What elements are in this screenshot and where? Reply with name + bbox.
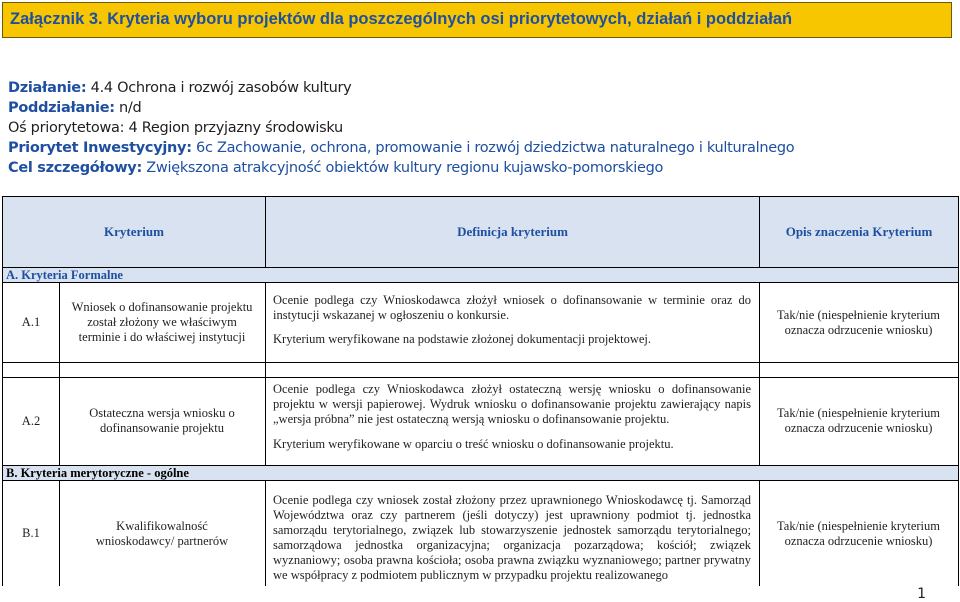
row-a2-def1: Ocenie podlega czy Wnioskodawca złożył ostateczną wersję wniosku o dofinansowanie projektu w wersji papierowej. Wydruk wniosku o dofinansowanie projektu zawierający napis „wersja próbna” nie jest ostateczną wersją wniosku o dofinansowanie projektu. [273, 382, 751, 426]
row-a2-def2: Kryterium weryfikowane w oparciu o treść wniosku o dofinansowanie projektu. [273, 437, 674, 451]
cel-value: Zwiększona atrakcyjność obiektów kultury regionu kujawsko-pomorskiego [146, 160, 664, 176]
spacer-cell [59, 362, 266, 378]
row-a2-id: A.2 [2, 377, 60, 466]
page-title: Załącznik 3. Kryteria wyboru projektów dla poszczególnych osi priorytetowych, działań i poddziałań [10, 10, 793, 28]
row-a1-def1: Ocenie podlega czy Wnioskodawca złożył wniosek o dofinansowanie w terminie oraz do instytucji wskazanej w ogłoszeniu o konkursie. [273, 293, 751, 322]
row-b1-def1: Ocenie podlega czy wniosek został złożony przez uprawnionego Wnioskodawcę tj. Samorząd Województwa oraz czy partnerem (jeśli dotyczy) jest uprawniony podmiot tj. jednostka samorządu terytorialnego, związek lub stowarzyszenie jednostek samorządu terytorialnego; samorządowa jednostka organizacyjna; organizacja pozarządowa; kościół; związek wyznaniowy; osoba prawna kościoła; osoba prawna związku wyznaniowego; partner prywatny we współpracy z podmiotem publicznym w przypadku projektu realizowanego [273, 493, 751, 582]
spacer-cell [265, 362, 760, 378]
header-kryterium: Kryterium [2, 196, 266, 268]
section-a-header: A. Kryteria Formalne [2, 268, 959, 283]
row-a2-name: Ostateczna wersja wniosku o dofinansowanie projektu [59, 377, 266, 466]
poddzialanie-value: n/d [119, 100, 142, 116]
dzialanie-value: 4.4 Ochrona i rozwój zasobów kultury [90, 80, 352, 96]
row-a2-definition [265, 377, 760, 466]
dzialanie-label: Działanie: [8, 80, 87, 96]
spacer-cell [2, 362, 60, 378]
section-b-header: B. Kryteria merytoryczne - ogólne [2, 466, 959, 481]
priorytet-line [8, 140, 794, 156]
row-a2-opis: Tak/nie (niespełnienie kryterium oznacza odrzucenie wniosku) [759, 377, 959, 466]
criteria-table [2, 196, 959, 586]
priorytet-value: 6c Zachowanie, ochrona, promowanie i rozwój dziedzictwa naturalnego i kulturalnego [196, 140, 795, 156]
header-definicja: Definicja kryterium [265, 196, 760, 268]
spacer-cell [759, 362, 959, 378]
cel-line [8, 160, 663, 176]
poddzialanie-line [8, 100, 141, 116]
header-opis: Opis znaczenia Kryterium [759, 196, 959, 268]
row-b1-opis: Tak/nie (niespełnienie kryterium oznacza odrzucenie wniosku) [759, 481, 959, 586]
row-a1-id: A.1 [2, 283, 60, 363]
row-a1-name: Wniosek o dofinansowanie projektu został złożony we właściwym terminie i do właściwej instytucji [59, 283, 266, 363]
row-a1-opis: Tak/nie (niespełnienie kryterium oznacza odrzucenie wniosku) [759, 283, 959, 363]
title-banner [2, 2, 952, 38]
dzialanie-line [8, 80, 351, 96]
row-a1-def2: Kryterium weryfikowane na podstawie złożonej dokumentacji projektowej. [273, 332, 652, 346]
row-a1-definition [265, 283, 760, 363]
os-line: Oś priorytetowa: 4 Region przyjazny środowisku [8, 120, 343, 136]
page-number: 1 [917, 586, 926, 602]
row-b1-id: B.1 [2, 481, 60, 586]
poddzialanie-label: Poddziałanie: [8, 100, 115, 116]
row-b1-name: Kwalifikowalność wnioskodawcy/ partnerów [59, 481, 266, 586]
row-b1-definition [265, 481, 760, 586]
cel-label: Cel szczegółowy: [8, 160, 142, 176]
priorytet-label: Priorytet Inwestycyjny: [8, 140, 192, 156]
